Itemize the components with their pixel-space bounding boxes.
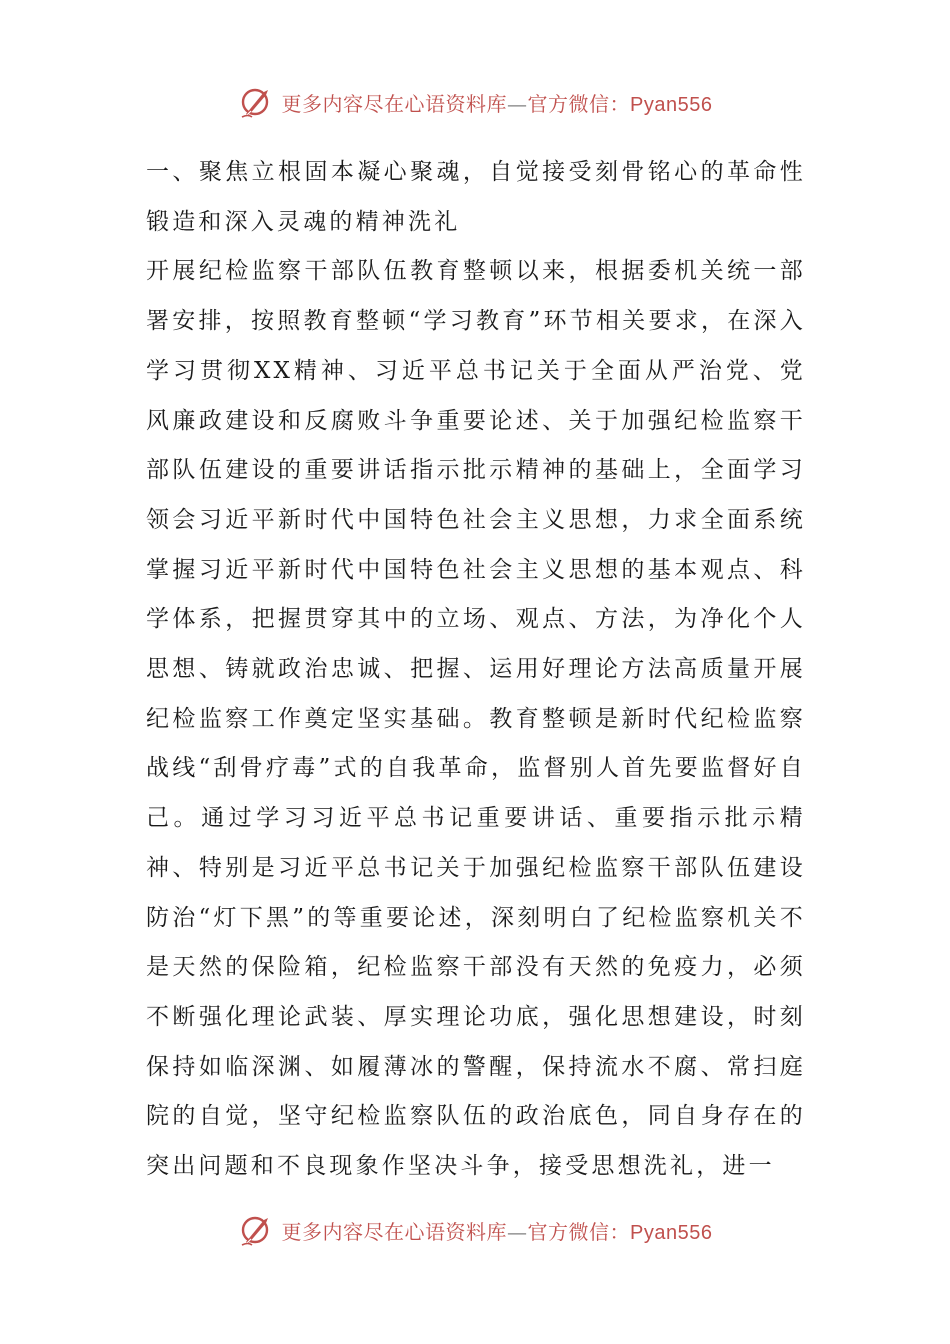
section-heading: 一、聚焦立根固本凝心聚魂，自觉接受刻骨铭心的革命性锻造和深入灵魂的精神洗礼 xyxy=(146,159,806,235)
banner-text xyxy=(282,88,713,117)
banner-brand-text: 更多内容尽在心语资料库 xyxy=(281,1219,508,1244)
banner-contact-id: Pyan556 xyxy=(630,1221,713,1244)
footer-banner xyxy=(0,1208,950,1252)
banner-contact-label: 官方微信： xyxy=(527,91,631,116)
quill-pen-logo-icon xyxy=(238,1212,274,1248)
banner-contact-id: Pyan556 xyxy=(630,93,713,116)
banner-separator: — xyxy=(507,1219,528,1244)
quill-pen-logo-icon xyxy=(238,84,274,120)
banner-separator: — xyxy=(507,91,528,116)
banner-contact-label: 官方微信： xyxy=(527,1219,631,1244)
document-content xyxy=(146,148,806,1192)
body-paragraph: 开展纪检监察干部队伍教育整顿以来，根据委机关统一部署安排，按照教育整顿“学习教育”环节相关要求，在深入学习贯彻XX精神、习近平总书记关于全面从严治党、党风廉政建设和反腐败斗争重要论述、关于加强纪检监察干部队伍建设的重要讲话指示批示精神的基础上，全面学习领会习近平新时代中国特色社会主义思想，力求全面系统掌握习近平新时代中国特色社会主义思想的基本观点、科学体系，把握贯穿其中的立场、观点、方法，为净化个人思想、铸就政治忠诚、把握、运用好理论方法高质量开展纪检监察工作奠定坚实基础。教育整顿是新时代纪检监察战线“刮骨疗毒”式的自我革命，监督别人首先要监督好自己。通过学习习近平总书记重要讲话、重要指示批示精神、特别是习近平总书记关于加强纪检监察干部队伍建设防治“灯下黑”的等重要论述，深刻明白了纪检监察机关不是天然的保险箱，纪检监察干部没有天然的免疫力，必须不断强化理论武装、厚实理论功底，强化思想建设，时刻保持如临深渊、如履薄冰的警醒，保持流水不腐、常扫庭院的自觉，坚守纪检监察队伍的政治底色，同自身存在的突出问题和不良现象作坚决斗争，接受思想洗礼，进一 xyxy=(146,258,806,1180)
banner-text xyxy=(282,1216,713,1245)
banner-brand-text: 更多内容尽在心语资料库 xyxy=(281,91,508,116)
header-banner xyxy=(0,80,950,124)
